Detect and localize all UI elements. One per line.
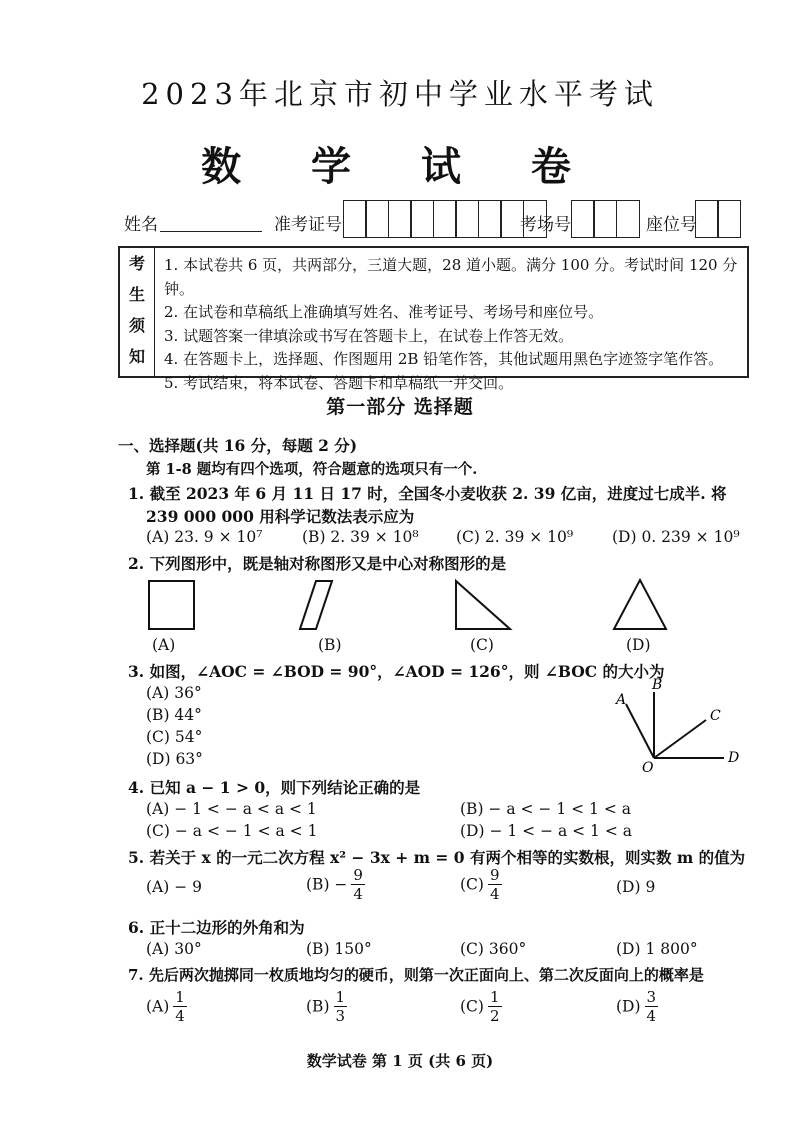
- q5-option-d[interactable]: (D) 9: [616, 878, 656, 896]
- q6-option-b[interactable]: (B) 150°: [306, 940, 372, 958]
- parallelogram-figure: [300, 581, 332, 629]
- q3-option-b[interactable]: (B) 44°: [146, 706, 202, 724]
- notice-line: 4. 在答题卡上，选择题、作图题用 2B 铅笔作答，其他试题用黑色字迹签字笔作答。: [164, 350, 724, 369]
- name-label: 姓名: [124, 215, 158, 235]
- square-figure: [149, 581, 194, 629]
- q6-option-a[interactable]: (A) 30°: [146, 940, 202, 958]
- room-label: 考场号: [520, 215, 571, 235]
- seat-boxes[interactable]: [696, 200, 741, 238]
- notice-line: 3. 试题答案一律填涂或书写在答题卡上，在试卷上作答无效。: [164, 326, 574, 345]
- notice-lines: [164, 254, 747, 396]
- q7-option-c[interactable]: (C) $\frac{1}{2}$: [460, 988, 500, 1025]
- q1-option-c[interactable]: (C) 2. 39 × 10⁹: [456, 528, 574, 546]
- exam-id-boxes[interactable]: [344, 200, 547, 238]
- q5-option-c[interactable]: (C) $\frac{9}{4}$: [460, 866, 500, 903]
- q3-stem: 3. 如图，∠AOC = ∠BOD = 90°，∠AOD = 126°，则 ∠BOC 的大小为: [128, 662, 665, 681]
- q5-option-b[interactable]: (B) − $\frac{9}{4}$: [306, 866, 363, 903]
- section-heading: 一、选择题(共 16 分，每题 2 分): [118, 436, 358, 455]
- notice-line: 1. 本试卷共 6 页，共两部分，三道大题，28 道小题。满分 100 分。考试时间 120 分钟。: [164, 256, 738, 298]
- q1-option-d[interactable]: (D) 0. 239 × 10⁹: [612, 528, 740, 546]
- q1-stem-line1: 1. 截至 2023 年 6 月 11 日 17 时，全国冬小麦收获 2. 39 亿亩，进度过七成半. 将: [128, 484, 727, 503]
- q6-stem: 6. 正十二边形的外角和为: [128, 918, 305, 937]
- q2-option-b[interactable]: (B): [318, 636, 342, 654]
- candidate-info-row: [124, 200, 744, 240]
- equilateral-triangle-figure: [614, 580, 666, 629]
- q5-option-c-fraction: $\frac{9}{4}$: [489, 866, 500, 903]
- label-d: D: [728, 750, 740, 766]
- room-boxes[interactable]: [572, 200, 640, 238]
- q4-option-b[interactable]: (B) − a < − 1 < 1 < a: [460, 800, 631, 818]
- label-a: A: [616, 692, 627, 708]
- notice-side-label: 考 生 须 知: [120, 248, 155, 376]
- q4-option-d[interactable]: (D) − 1 < − a < 1 < a: [460, 822, 633, 840]
- q3-angle-figure: [606, 676, 746, 776]
- q7-option-a[interactable]: (A) $\frac{1}{4}$: [146, 988, 185, 1025]
- q6-option-d[interactable]: (D) 1 800°: [616, 940, 698, 958]
- label-o: O: [642, 760, 654, 776]
- q5-stem: 5. 若关于 x 的一元二次方程 x² − 3x + m = 0 有两个相等的实数根，则实数 m 的值为: [128, 848, 746, 867]
- label-c: C: [710, 708, 721, 724]
- q2-option-a[interactable]: (A): [152, 636, 176, 654]
- section-instruction: 第 1-8 题均有四个选项，符合题意的选项只有一个.: [146, 461, 478, 478]
- notice-line: 2. 在试卷和草稿纸上准确填写姓名、准考证号、考场号和座位号。: [164, 303, 604, 322]
- paper-title: 数 学 试 卷: [201, 143, 599, 190]
- exam-title: 2023年北京市初中学业水平考试: [141, 77, 659, 111]
- q2-figures: [140, 576, 700, 636]
- q7-option-b[interactable]: (B) $\frac{1}{3}$: [306, 988, 346, 1025]
- q7-option-d[interactable]: (D) $\frac{3}{4}$: [616, 988, 657, 1025]
- q3-option-d[interactable]: (D) 63°: [146, 750, 203, 768]
- q2-option-d[interactable]: (D): [626, 636, 651, 654]
- q4-stem: 4. 已知 a − 1 > 0，则下列结论正确的是: [128, 778, 421, 797]
- exam-id-label: 准考证号: [274, 215, 342, 235]
- q1-option-b[interactable]: (B) 2. 39 × 10⁸: [302, 528, 419, 546]
- part-one-title: 第一部分 选择题: [326, 396, 474, 418]
- q5-option-a[interactable]: (A) − 9: [146, 878, 202, 896]
- q1-option-a[interactable]: (A) 23. 9 × 10⁷: [146, 528, 263, 546]
- q7-stem: 7. 先后两次抛掷同一枚质地均匀的硬币，则第一次正面向上、第二次反面向上的概率是: [128, 966, 704, 984]
- notice-line: 5. 考试结束，将本试卷、答题卡和草稿纸一并交回。: [164, 373, 514, 392]
- name-field[interactable]: [160, 231, 262, 232]
- q6-option-c[interactable]: (C) 360°: [460, 940, 527, 958]
- candidate-notice-box: [118, 246, 749, 392]
- right-triangle-figure: [456, 581, 510, 629]
- q5-option-b-fraction: $\frac{9}{4}$: [353, 866, 363, 903]
- label-b: B: [652, 677, 663, 693]
- q4-option-a[interactable]: (A) − 1 < − a < a < 1: [146, 800, 317, 818]
- q3-option-c[interactable]: (C) 54°: [146, 728, 203, 746]
- q3-option-a[interactable]: (A) 36°: [146, 684, 202, 702]
- page-footer: 数学试卷 第 1 页 (共 6 页): [306, 1052, 494, 1070]
- q2-option-c[interactable]: (C): [470, 636, 494, 654]
- seat-label: 座位号: [646, 215, 697, 235]
- q2-stem: 2. 下列图形中，既是轴对称图形又是中心对称图形的是: [128, 554, 507, 573]
- q1-stem-line2: 239 000 000 用科学记数法表示应为: [146, 507, 415, 526]
- q4-option-c[interactable]: (C) − a < − 1 < a < 1: [146, 822, 318, 840]
